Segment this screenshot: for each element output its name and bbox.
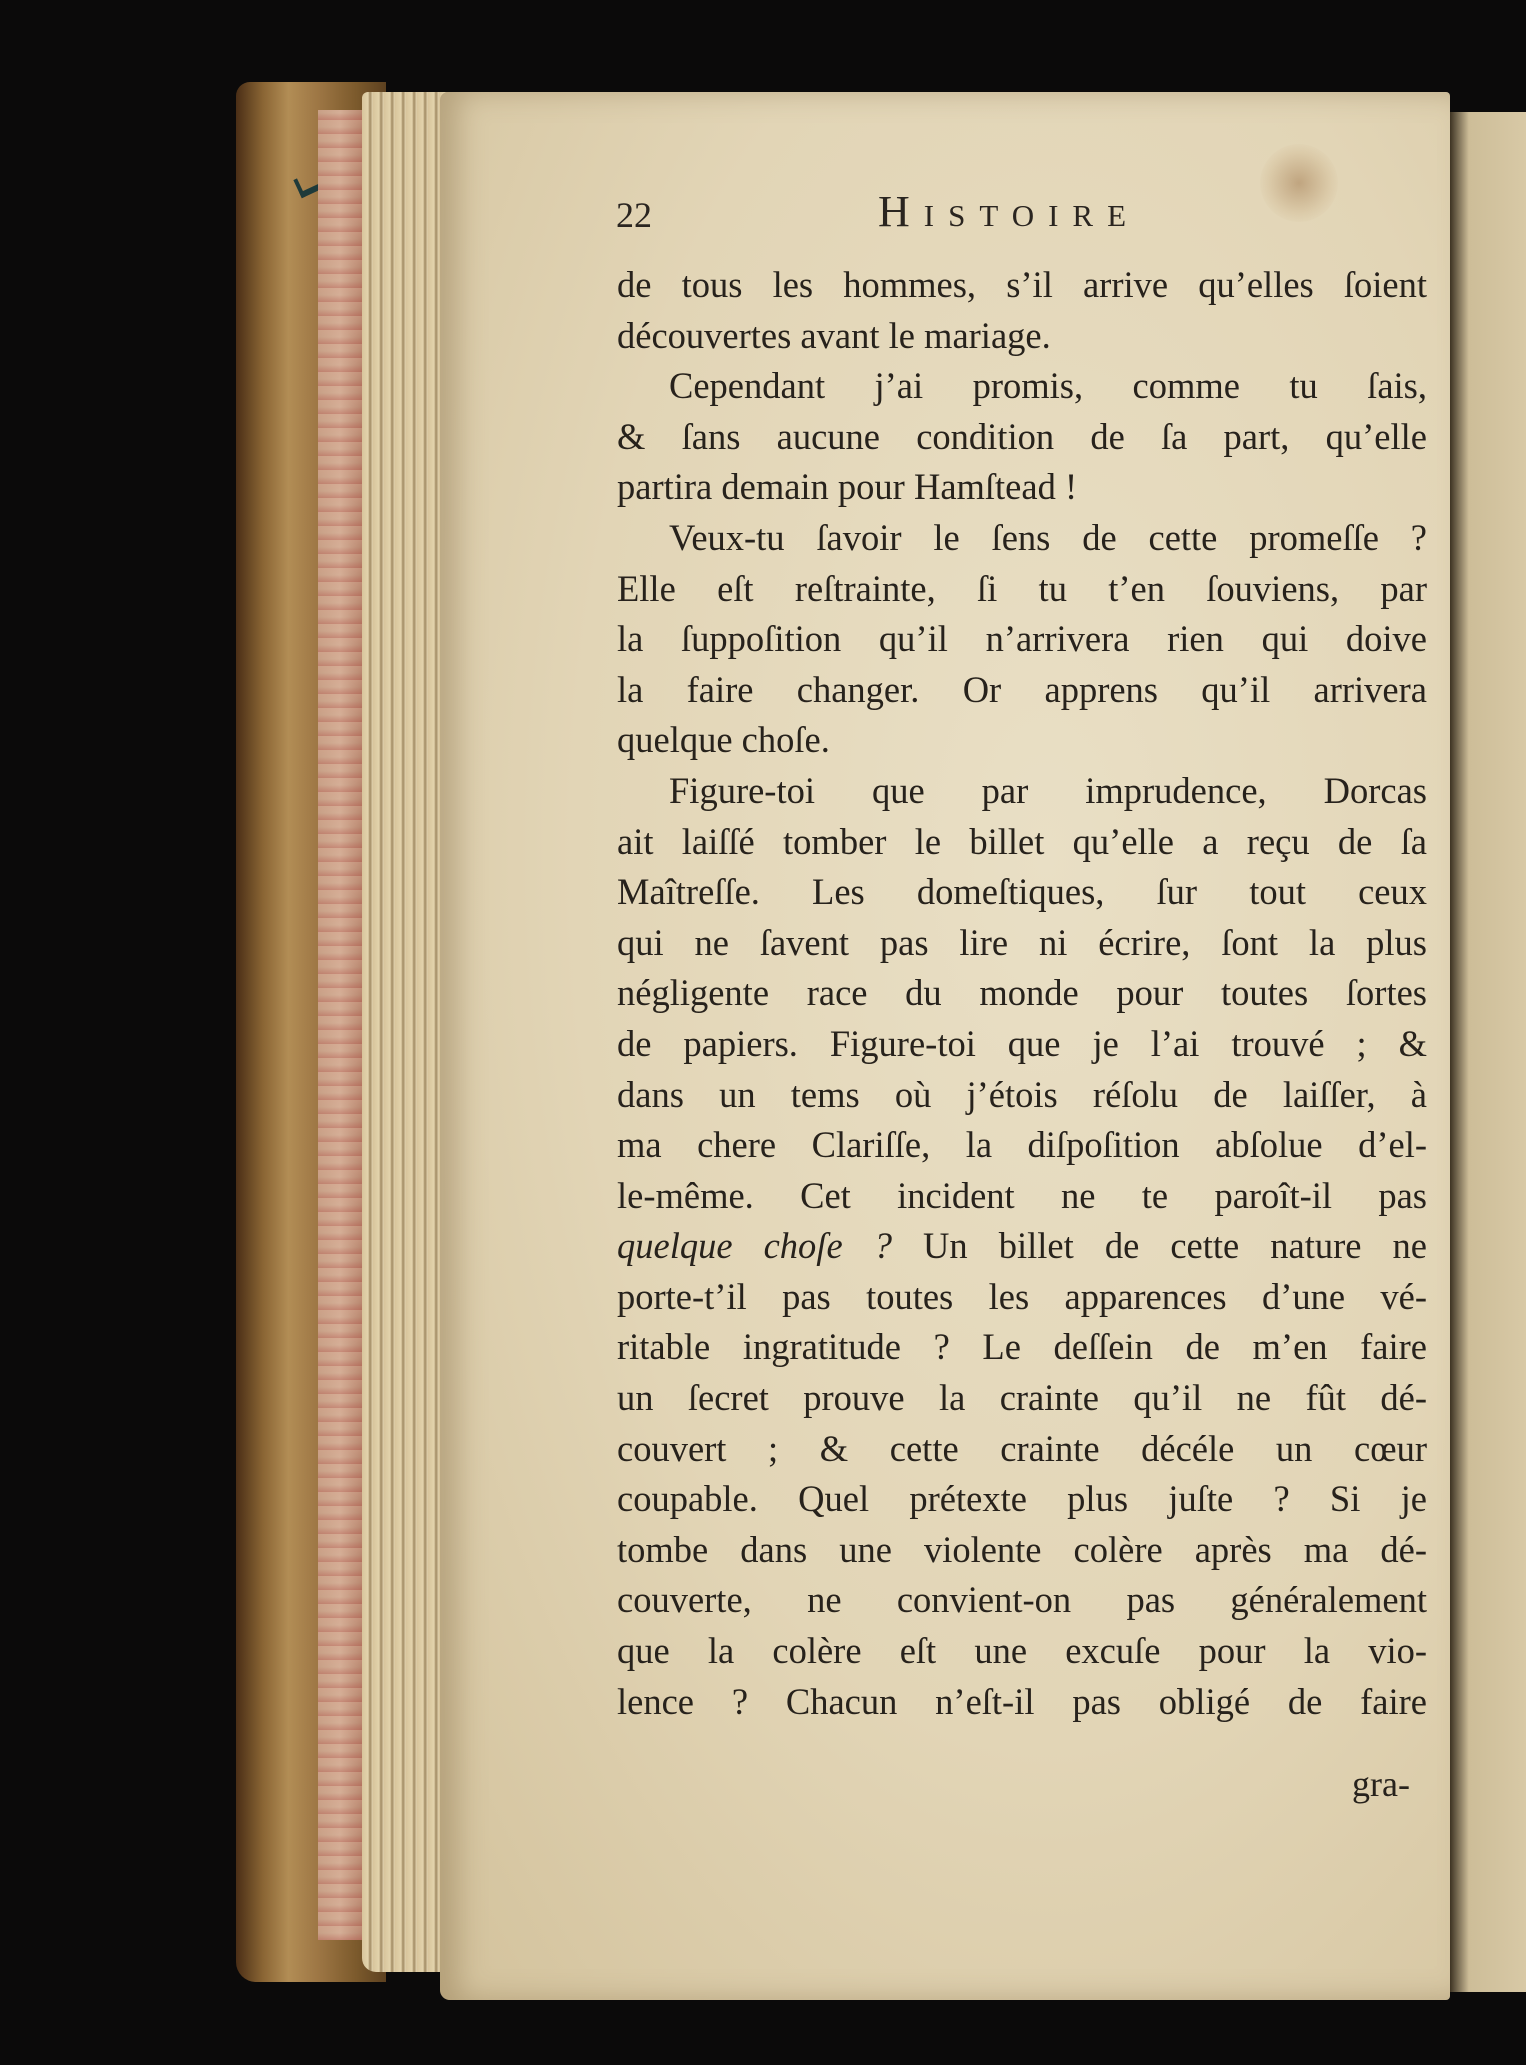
text-line: ritable ingratitude ? Le deſſein de m’en faire xyxy=(617,1326,1427,1368)
page-number: 22 xyxy=(616,195,652,235)
text-line: quelque choſe. xyxy=(617,719,830,761)
text-line: qui ne ſavent pas lire ni écrire, ſont la plus xyxy=(617,921,1427,963)
text-line: & ſans aucune condition de ſa part, qu’elle xyxy=(617,415,1427,457)
text-line: que la colère eſt une excuſe pour la vio- xyxy=(617,1630,1427,1672)
text-line: Figure-toi que par imprudence, Dorcas xyxy=(669,769,1427,811)
text-line: couvert ; & cette crainte décéle un cœur xyxy=(617,1427,1427,1469)
text-line: Elle eſt reſtrainte, ſi tu t’en ſouviens, par xyxy=(617,567,1427,609)
text-line: ait laiſſé tomber le billet qu’elle a reçu de ſa xyxy=(617,820,1427,862)
text-line: négligente race du monde pour toutes ſortes xyxy=(617,972,1427,1014)
running-head: Histoire xyxy=(878,187,1141,236)
red-page-edge xyxy=(318,110,362,1940)
text-line: coupable. Quel prétexte plus juſte ? Si je xyxy=(617,1478,1427,1520)
text-line-rest: Un billet de cette nature ne xyxy=(891,1225,1427,1267)
text-line: Cependant j’ai promis, comme tu ſais, xyxy=(669,365,1427,407)
page-body-text xyxy=(617,260,1427,1727)
text-line: découvertes avant le mariage. xyxy=(617,314,1051,356)
text-line: tombe dans une violente colère après ma dé- xyxy=(617,1528,1427,1570)
text-line: Veux-tu ſavoir le ſens de cette promeſſe ? xyxy=(669,516,1427,558)
catchword: gra- xyxy=(1352,1764,1410,1804)
text-line: la ſuppoſition qu’il n’arrivera rien qui doive xyxy=(617,618,1427,660)
italic-phrase: quelque choſe ? xyxy=(617,1225,892,1267)
text-line xyxy=(617,1221,1427,1272)
facing-page-edge xyxy=(1450,112,1526,1992)
foxing-stain xyxy=(1260,144,1338,222)
text-line: de papiers. Figure-toi que je l’ai trouvé ; & xyxy=(617,1022,1427,1064)
page-header xyxy=(616,186,1186,246)
text-line: lence ? Chacun n’eſt-il pas obligé de faire xyxy=(617,1680,1427,1722)
text-line: porte-t’il pas toutes les apparences d’une vé- xyxy=(617,1275,1427,1317)
text-line: de tous les hommes, s’il arrive qu’elles ſoient xyxy=(617,264,1427,305)
text-line: couverte, ne convient-on pas généralement xyxy=(617,1579,1427,1621)
text-line: un ſecret prouve la crainte qu’il ne fût dé- xyxy=(617,1377,1427,1419)
text-line: Maîtreſſe. Les domeſtiques, ſur tout ceux xyxy=(617,871,1427,913)
text-line: dans un tems où j’étois réſolu de laiſſer, à xyxy=(617,1073,1427,1115)
text-line: ma chere Clariſſe, la diſpoſition abſolue d’el- xyxy=(617,1124,1427,1166)
text-line: le-même. Cet incident ne te paroît-il pas xyxy=(617,1174,1427,1216)
text-line: partira demain pour Hamſtead ! xyxy=(617,466,1078,508)
text-line: la faire changer. Or apprens qu’il arrivera xyxy=(617,668,1427,710)
